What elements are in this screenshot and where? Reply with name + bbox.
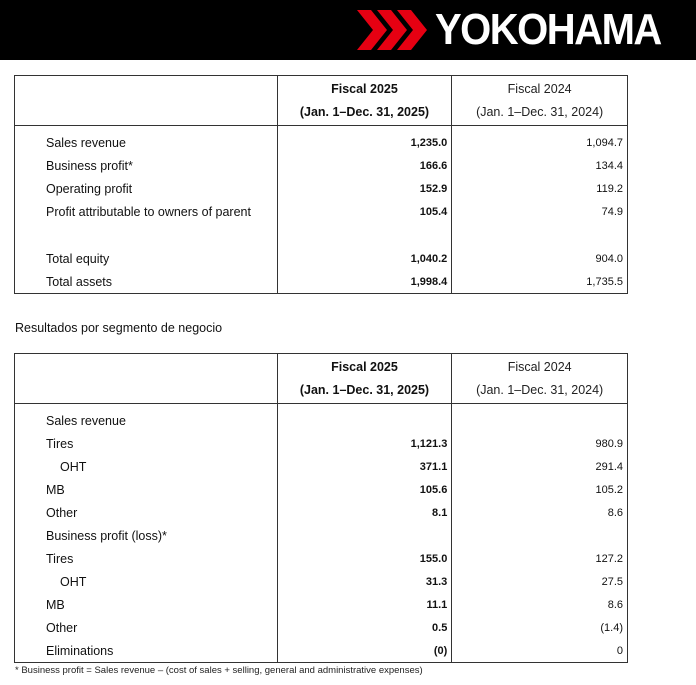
segment-section-caption: Resultados por segmento de negocio: [15, 321, 223, 335]
row-value-prior: 980.9: [452, 433, 628, 456]
row-value-current: 1,235.0: [277, 126, 452, 155]
row-value-current: 1,040.2: [277, 248, 452, 271]
header-fiscal-2024: [452, 354, 628, 404]
table-row: [15, 456, 628, 479]
table-header-row: [15, 354, 628, 404]
header-fiscal-2024: [452, 76, 628, 126]
row-label: Total assets: [15, 271, 278, 294]
row-label: MB: [15, 594, 278, 617]
table-row: [15, 617, 628, 640]
table-row: [15, 248, 628, 271]
table-row: [15, 571, 628, 594]
row-value-current: 0.5: [277, 617, 452, 640]
row-value-current: [277, 525, 452, 548]
column-title: Fiscal 2025: [331, 82, 398, 96]
row-value-current: 11.1: [277, 594, 452, 617]
yokohama-logo: [357, 6, 661, 54]
row-value-current: 152.9: [277, 178, 452, 201]
row-value-prior: 74.9: [452, 201, 628, 224]
table-row: [15, 201, 628, 224]
row-label: Sales revenue: [15, 404, 278, 433]
row-label: Tires: [15, 548, 278, 571]
row-label: Tires: [15, 433, 278, 456]
row-label: Business profit*: [15, 155, 278, 178]
business-profit-footnote: * Business profit = Sales revenue – (cost of sales + selling, general and administrative expenses): [15, 665, 423, 676]
column-title: Fiscal 2024: [507, 82, 572, 96]
row-label: OHT: [15, 456, 278, 479]
row-value-prior: 27.5: [452, 571, 628, 594]
row-value-current: 155.0: [277, 548, 452, 571]
row-value-prior: 1,735.5: [452, 271, 628, 294]
row-value-prior: (1.4): [452, 617, 628, 640]
spacer-cell: [277, 224, 452, 248]
row-label: Sales revenue: [15, 126, 278, 155]
table-row: [15, 594, 628, 617]
row-value-prior: 0: [452, 640, 628, 663]
table-row: [15, 404, 628, 433]
row-label: Other: [15, 617, 278, 640]
row-value-prior: 127.2: [452, 548, 628, 571]
row-value-current: 8.1: [277, 502, 452, 525]
row-value-current: 1,998.4: [277, 271, 452, 294]
header-fiscal-2025: [277, 76, 452, 126]
column-period: (Jan. 1–Dec. 31, 2025): [299, 383, 430, 397]
row-value-prior: 119.2: [452, 178, 628, 201]
segment-results-table: [14, 353, 628, 663]
row-value-current: [277, 404, 452, 433]
row-value-prior: 8.6: [452, 594, 628, 617]
row-value-prior: 8.6: [452, 502, 628, 525]
row-value-prior: 1,094.7: [452, 126, 628, 155]
row-value-current: 1,121.3: [277, 433, 452, 456]
row-label: OHT: [15, 571, 278, 594]
row-label: Operating profit: [15, 178, 278, 201]
table-row: [15, 502, 628, 525]
row-value-current: 105.4: [277, 201, 452, 224]
row-value-prior: 105.2: [452, 479, 628, 502]
row-value-prior: 291.4: [452, 456, 628, 479]
yokohama-tread-logo-icon: [357, 6, 435, 54]
row-label: Profit attributable to owners of parent: [15, 201, 278, 224]
table-row: [15, 640, 628, 663]
column-period: (Jan. 1–Dec. 31, 2025): [299, 105, 430, 119]
table-row: [15, 548, 628, 571]
spacer-cell: [15, 224, 278, 248]
row-label: Eliminations: [15, 640, 278, 663]
row-label: Total equity: [15, 248, 278, 271]
header-fiscal-2025: [277, 354, 452, 404]
row-value-current: (0): [277, 640, 452, 663]
row-label: MB: [15, 479, 278, 502]
row-label: Other: [15, 502, 278, 525]
brand-header: [0, 0, 696, 60]
row-value-current: 371.1: [277, 456, 452, 479]
table-row: [15, 126, 628, 155]
table-row: [15, 271, 628, 294]
table-spacer-row: [15, 224, 628, 248]
row-value-current: 166.6: [277, 155, 452, 178]
row-label: Business profit (loss)*: [15, 525, 278, 548]
consolidated-results-table: [14, 75, 628, 294]
row-value-prior: [452, 525, 628, 548]
row-value-prior: 134.4: [452, 155, 628, 178]
table-row: [15, 433, 628, 456]
table-row: [15, 479, 628, 502]
row-value-current: 31.3: [277, 571, 452, 594]
table-header-row: [15, 76, 628, 126]
column-title: Fiscal 2025: [331, 360, 398, 374]
column-period: (Jan. 1–Dec. 31, 2024): [476, 383, 604, 397]
column-title: Fiscal 2024: [507, 360, 572, 374]
row-value-prior: 904.0: [452, 248, 628, 271]
brand-wordmark: YOKOHAMA: [435, 6, 661, 54]
table-row: [15, 525, 628, 548]
spacer-cell: [452, 224, 628, 248]
header-empty-cell: [15, 76, 278, 126]
column-period: (Jan. 1–Dec. 31, 2024): [476, 105, 604, 119]
table-row: [15, 178, 628, 201]
row-value-current: 105.6: [277, 479, 452, 502]
table-row: [15, 155, 628, 178]
row-value-prior: [452, 404, 628, 433]
header-empty-cell: [15, 354, 278, 404]
